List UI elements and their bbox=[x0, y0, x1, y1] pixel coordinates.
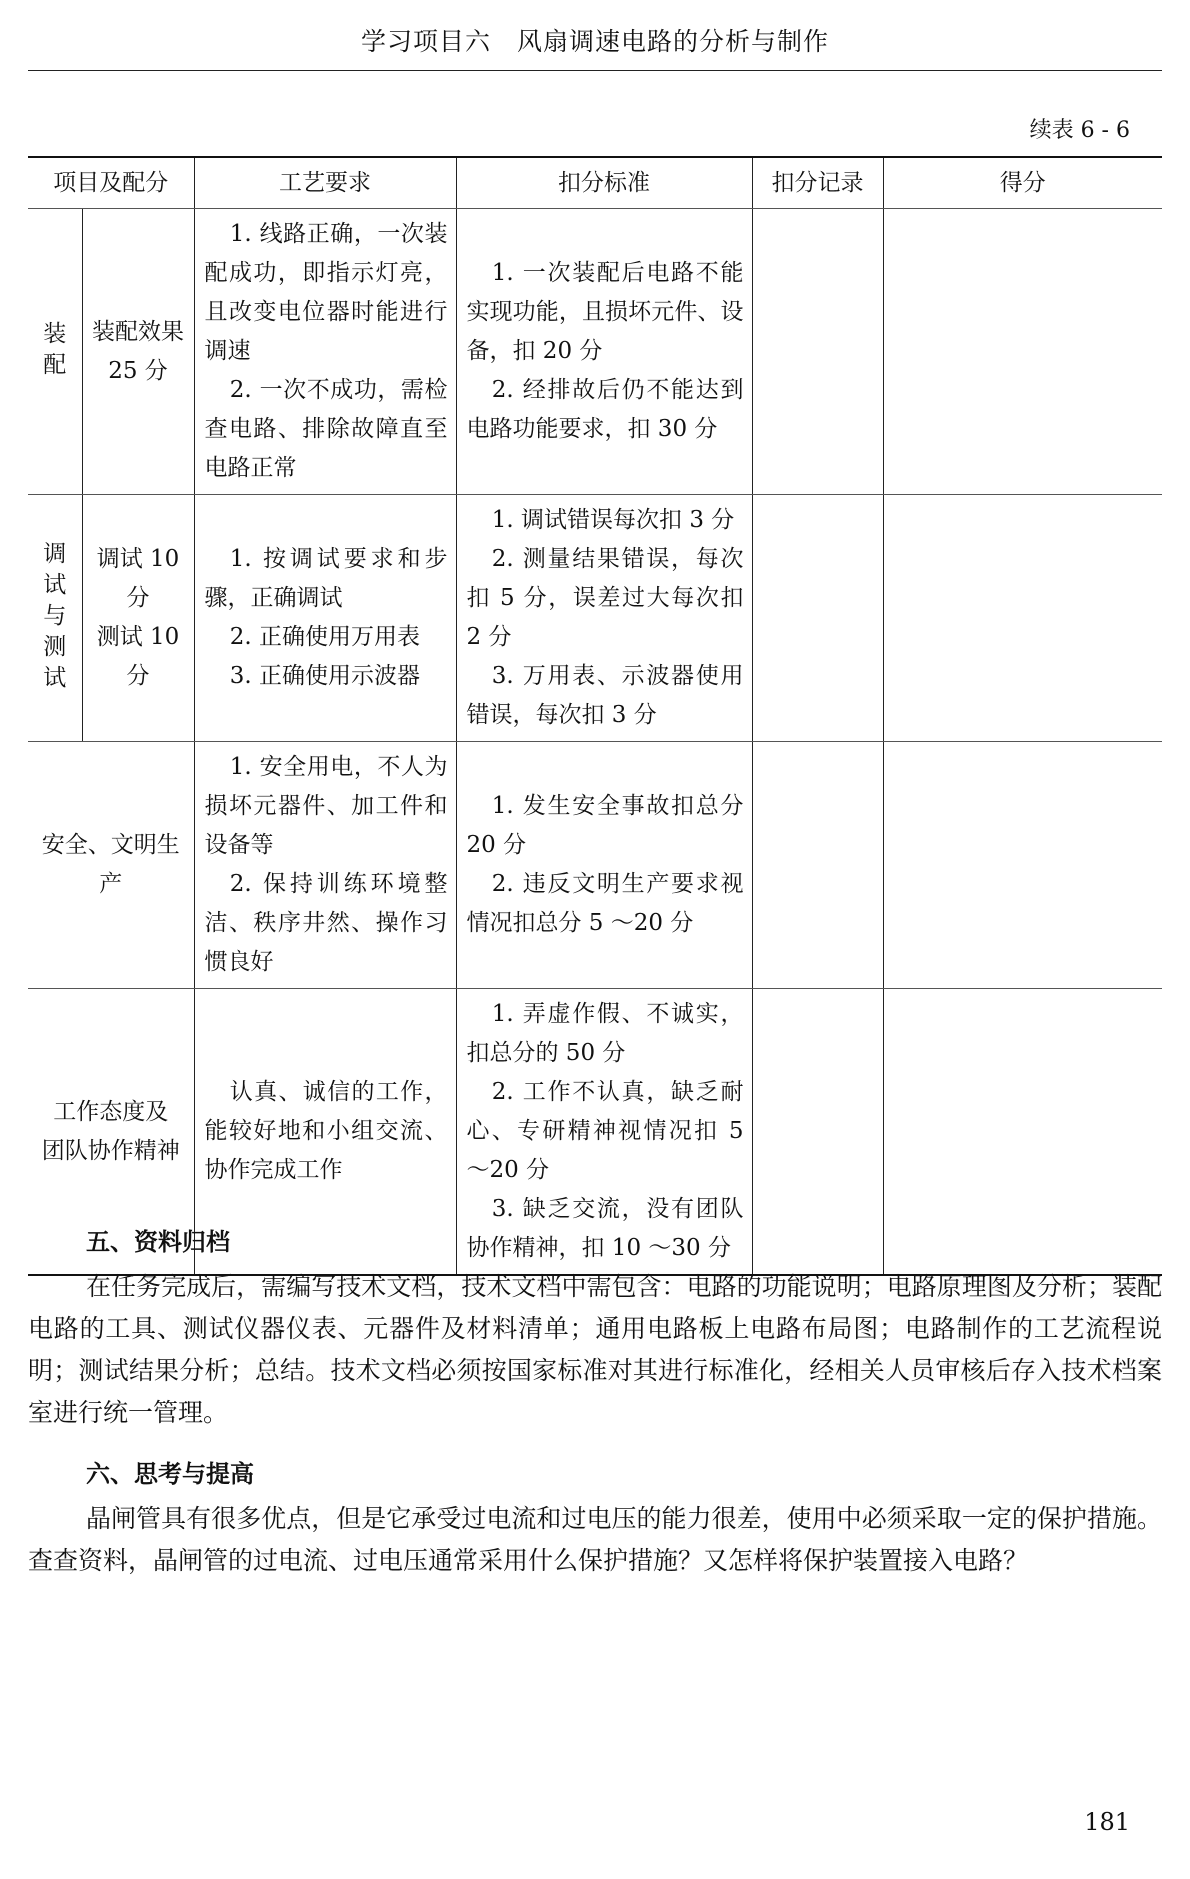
section-body: 在任务完成后，需编写技术文档，技术文档中需包含：电路的功能说明；电路原理图及分析；装配电路的工具、测试仪器仪表、元器件及材料清单；通用电路板上电路布局图；电路制作的工艺流程说明；测试结果分析；总结。技术文档必须按国家标准对其进行标准化，经相关人员审核后存入技术档案室进行统一管理。 bbox=[28, 1272, 1162, 1427]
deduction-item: 1. 弄虚作假、不诚实，扣总分的 50 分 bbox=[466, 1001, 744, 1066]
running-head: 学习项目六 风扇调速电路的分析与制作 bbox=[360, 27, 829, 56]
row-group-label: 调试与测试 bbox=[43, 540, 67, 691]
table-row bbox=[28, 209, 1162, 495]
table-header-row bbox=[28, 157, 1162, 209]
grading-table bbox=[28, 156, 1162, 1276]
deduction-item: 3. 缺乏交流，没有团队协作精神，扣 10 ～30 分 bbox=[466, 1196, 744, 1261]
header-rule bbox=[28, 70, 1162, 71]
header-deduction-criteria: 扣分标准 bbox=[456, 157, 752, 209]
deduction-cell bbox=[456, 742, 752, 989]
deduction-item: 1. 一次装配后电路不能实现功能，且损坏元件、设备，扣 20 分 bbox=[466, 260, 744, 364]
row-sub-label: 装配效果 25 分 bbox=[92, 318, 184, 384]
row-item-label: 安全、文明生产 bbox=[41, 832, 180, 897]
deduction-record-cell bbox=[752, 495, 883, 742]
table-row bbox=[28, 742, 1162, 989]
table-row bbox=[28, 495, 1162, 742]
requirement-item: 1. 安全用电，不人为损坏元器件、加工件和设备等 bbox=[204, 754, 448, 858]
row-sub-item bbox=[82, 495, 194, 742]
row-sub-item bbox=[82, 209, 194, 495]
row-group-label: 装配 bbox=[43, 320, 67, 378]
requirement-item: 3. 正确使用示波器 bbox=[229, 663, 421, 689]
deduction-item: 2. 违反文明生产要求视情况扣总分 5 ～20 分 bbox=[466, 871, 744, 936]
row-item bbox=[28, 742, 194, 989]
deduction-cell bbox=[456, 495, 752, 742]
deduction-item: 1. 调试错误每次扣 3 分 bbox=[491, 507, 735, 533]
requirements-cell bbox=[194, 742, 456, 989]
page-number: 181 bbox=[1084, 1808, 1130, 1836]
header-score: 得分 bbox=[883, 157, 1162, 209]
requirement-item: 1. 线路正确，一次装配成功，即指示灯亮，且改变电位器时能进行调速 bbox=[204, 221, 448, 364]
header-deduction-record: 扣分记录 bbox=[752, 157, 883, 209]
deduction-item: 2. 测量结果错误，每次扣 5 分，误差过大每次扣 2 分 bbox=[466, 546, 744, 650]
row-sub-label: 调试 10 分 测试 10 分 bbox=[96, 546, 180, 689]
requirement-item: 认真、诚信的工作，能较好地和小组交流、协作完成工作 bbox=[204, 1079, 448, 1183]
row-group bbox=[28, 495, 82, 742]
section-thinking bbox=[28, 1454, 1162, 1582]
header-item: 项目及配分 bbox=[28, 157, 194, 209]
score-cell bbox=[883, 209, 1162, 495]
requirement-item: 2. 一次不成功，需检查电路、排除故障直至电路正常 bbox=[204, 377, 448, 481]
deduction-record-cell bbox=[752, 209, 883, 495]
score-cell bbox=[883, 495, 1162, 742]
deduction-item: 2. 经排故后仍不能达到电路功能要求，扣 30 分 bbox=[466, 377, 744, 442]
section-body: 晶闸管具有很多优点，但是它承受过电流和过电压的能力很差，使用中必须采取一定的保护措施。查查资料，晶闸管的过电流、过电压通常采用什么保护措施？又怎样将保护装置接入电路？ bbox=[28, 1504, 1162, 1575]
section-archiving bbox=[28, 1222, 1162, 1434]
requirement-item: 2. 正确使用万用表 bbox=[229, 624, 421, 650]
requirement-item: 1. 按调试要求和步骤，正确调试 bbox=[204, 546, 448, 611]
section-heading: 五、资料归档 bbox=[86, 1228, 230, 1256]
deduction-item: 1. 发生安全事故扣总分 20 分 bbox=[466, 793, 744, 858]
deduction-item: 2. 工作不认真，缺乏耐心、专研精神视情况扣 5 ～20 分 bbox=[466, 1079, 744, 1183]
requirements-cell bbox=[194, 209, 456, 495]
table-caption: 续表 6 - 6 bbox=[1029, 118, 1130, 143]
deduction-cell bbox=[456, 209, 752, 495]
requirement-item: 2. 保持训练环境整洁、秩序井然、操作习惯良好 bbox=[204, 871, 448, 975]
score-cell bbox=[883, 742, 1162, 989]
deduction-record-cell bbox=[752, 742, 883, 989]
requirements-cell bbox=[194, 495, 456, 742]
row-group bbox=[28, 209, 82, 495]
deduction-item: 3. 万用表、示波器使用错误，每次扣 3 分 bbox=[466, 663, 744, 728]
section-heading: 六、思考与提高 bbox=[86, 1460, 254, 1488]
row-item-label: 工作态度及 团队协作精神 bbox=[41, 1098, 180, 1164]
header-requirements: 工艺要求 bbox=[194, 157, 456, 209]
